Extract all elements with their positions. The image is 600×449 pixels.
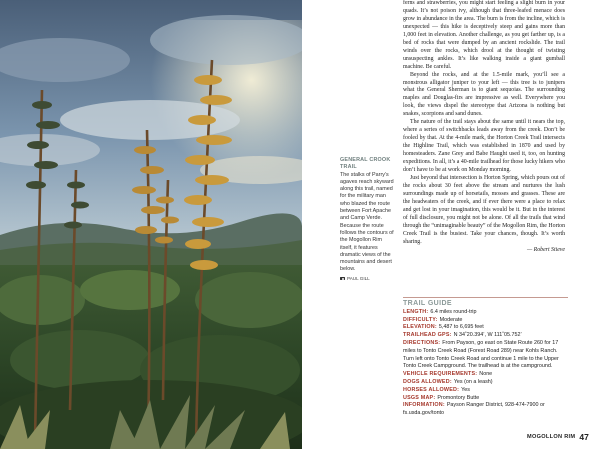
guide-row-difficulty <box>403 317 568 325</box>
section-name: MOGOLLON RIM <box>527 433 576 440</box>
guide-row-dogs <box>403 379 568 387</box>
photo-credit <box>340 275 396 282</box>
article-paragraph: ferns and strawberries, you might start feeling a slight burn in your quads. It’s not poison ivy, although that three-leafed menace does grow in abundance in the area. The burn is from the incline, which is unexpected — this hike is deceptively steep and gains more than 1,000 feet in elevation. Another challenge, as you get farther up, is a bed of rocks that were dumped by an ancient rockslide. The trail winds over the rocks, which drool at the thought of twisting unsuspecting ankles. It’s like walking inside a giant gumball machine. Be careful. <box>403 0 565 70</box>
guide-row-length <box>403 309 568 317</box>
guide-label: HORSES ALLOWED: <box>403 386 460 393</box>
guide-row-information <box>403 402 568 418</box>
guide-label: USGS MAP: <box>403 394 436 401</box>
guide-label: LENGTH: <box>403 308 429 315</box>
guide-label: DIFFICULTY: <box>403 316 438 323</box>
guide-label: VEHICLE REQUIREMENTS: <box>403 371 478 378</box>
caption-text: The stalks of Parry’s agaves reach skyward along this trail, named for the military man who blazed the route between Fort Apache and Camp Verde. Because the route follows the contours of the Mogollon Rim itself, it features dramatic views of the mountains and desert below. <box>340 171 394 273</box>
guide-row-map <box>403 395 568 403</box>
guide-value: None <box>479 371 493 378</box>
camera-icon <box>340 277 345 281</box>
trail-guide-rule <box>403 297 568 298</box>
guide-label: DIRECTIONS: <box>403 339 441 346</box>
guide-value: 5,487 to 6,695 feet <box>438 324 484 331</box>
photo-credit-name: PAUL GILL <box>347 275 370 281</box>
page-number: 47 <box>579 431 589 442</box>
guide-row-gps <box>403 332 568 340</box>
guide-value: From Payson, go east on State Route 260 for 17 miles to Tonto Creek Road (Forest Road 289) near Kohls Ranch. Turn left onto Tonto Creek Road and continue 1 mile to the Upper Tonto Creek Campground. The trailhead is at the campground. <box>403 339 559 370</box>
article-paragraph: Just beyond that intersection is Horton Spring, which pours out of the rocks about 30 feet above the stream and nurtures the lush surroundings made up of horsetails, mosses and grasses. These are the headwaters of the creek, and if ever there were a place to relax and get lost in your imagination, this would be it. But in the interest of full disclosure, you might not be alone. Of all the trails that wind through the “unimaginable beauty” of the Mogollon Rim, the Horton Creek Trail is the busiest. Take your chances, though. It’s worth sharing. <box>403 174 565 245</box>
guide-label: DOGS ALLOWED: <box>403 378 452 385</box>
guide-value: Promontory Butte <box>437 394 480 401</box>
photo-caption <box>340 157 396 282</box>
guide-value: Moderate <box>439 316 463 323</box>
page-footer <box>527 428 589 446</box>
guide-value: 6.4 miles round-trip <box>430 308 477 315</box>
guide-row-directions <box>403 340 568 371</box>
article-paragraph: The nature of the trail stays about the same until it nears the top, where a series of switchbacks leads away from the creek. Don’t be fooled by that. At the 4-mile mark, the Horton Creek Trail intersects the Highline Trail, which was established in 1870 and used by homesteaders. Zane Grey and Babe Haught used it, too, on hunting expeditions. In all, it’s a 40-mile trailhead for those lucky hikers who don’t have to be at work on Monday morning. <box>403 119 565 174</box>
trail-guide-title: TRAIL GUIDE <box>403 300 452 307</box>
guide-label: TRAILHEAD GPS: <box>403 332 452 339</box>
guide-label: INFORMATION: <box>403 402 445 409</box>
guide-value: Yes <box>461 386 470 393</box>
guide-row-horses <box>403 387 568 395</box>
caption-title: GENERAL CROOK TRAIL <box>340 157 391 171</box>
guide-value: Yes (on a leash) <box>453 378 493 385</box>
guide-value: N 34˚20.394’, W 111˚05.752’ <box>453 332 522 339</box>
article-paragraph: Beyond the rocks, and at the 1.5-mile mark, you’ll see a monstrous alligator juniper to your left — this tree is to junipers what the General Sherman is to giant sequoias. The surrounding maples and Douglas-firs are impressive as well. Everywhere you look, the views dispel the stereotype that Arizona is nothing but snakes, scorpions and sand dunes. <box>403 71 565 118</box>
guide-value: Payson Ranger District, 928-474-7900 or fs.usda.gov/tonto <box>403 402 545 417</box>
author-signature: — Robert Stieve <box>527 246 565 253</box>
guide-row-vehicle <box>403 371 568 379</box>
guide-label: ELEVATION: <box>403 324 437 331</box>
trail-guide <box>403 297 568 418</box>
article-body <box>403 0 565 255</box>
